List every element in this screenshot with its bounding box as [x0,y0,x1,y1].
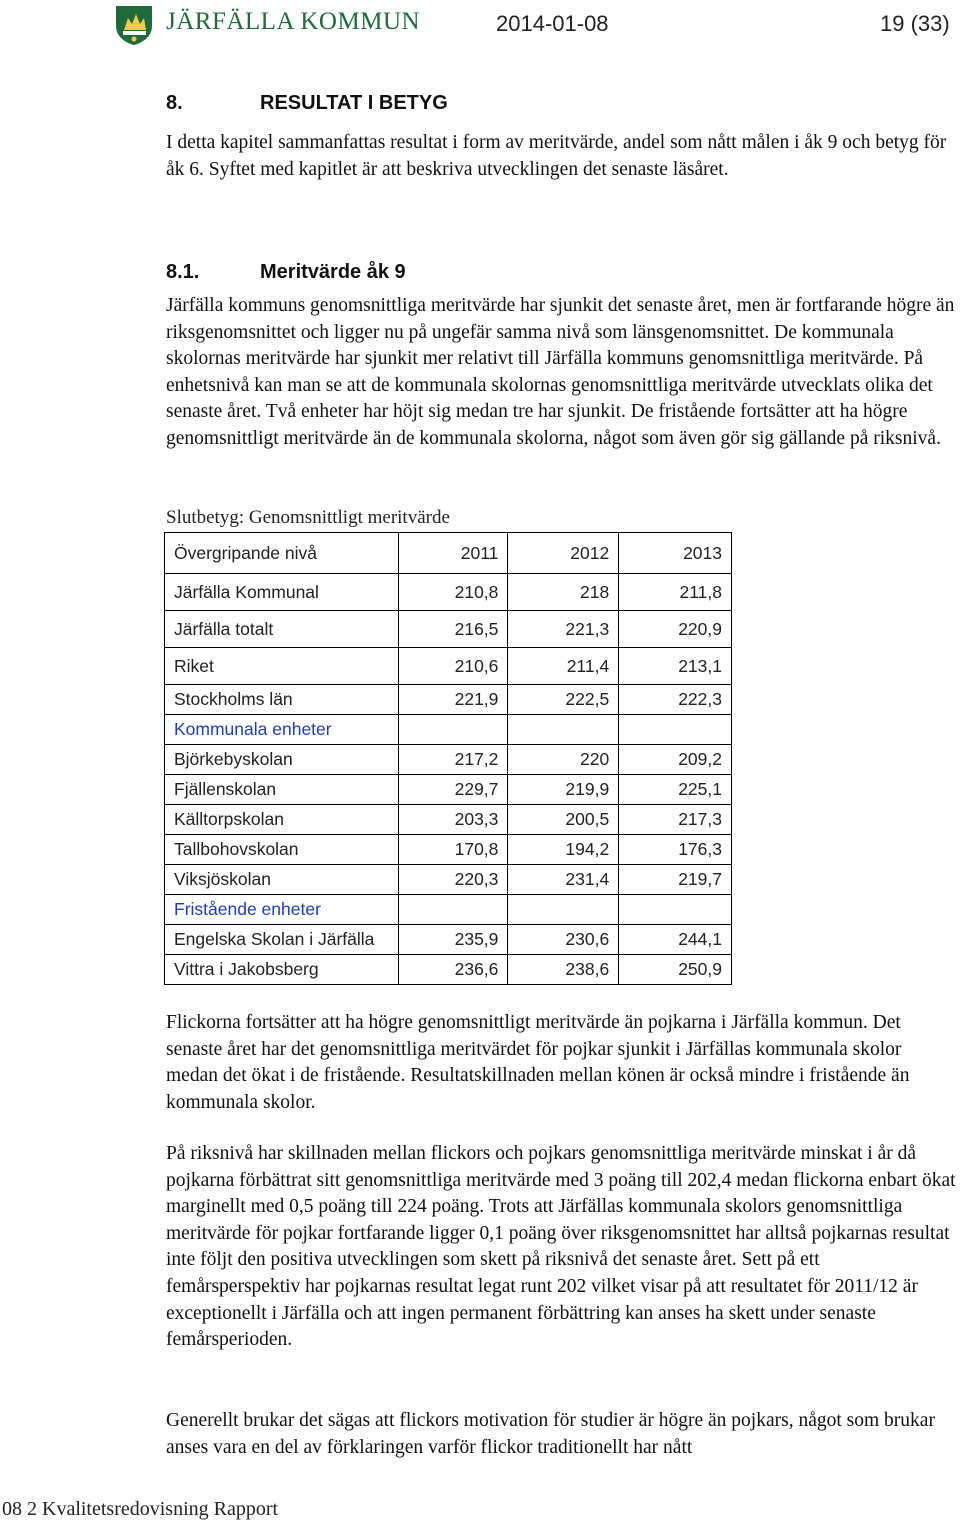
value-2012: 194,2 [508,835,619,865]
header-2013: 2013 [619,533,732,574]
value-2013: 244,1 [619,925,732,955]
table-header-row [165,533,732,574]
row-name: Stockholms län [165,685,399,715]
merit-value-table [164,532,732,985]
value-2012: 230,6 [508,925,619,955]
value-2013: 209,2 [619,745,732,775]
table-row [165,805,732,835]
section-number: 8. [166,92,183,114]
row-name: Viksjöskolan [165,865,399,895]
value-2013: 219,7 [619,865,732,895]
value-2012: 222,5 [508,685,619,715]
row-name: Engelska Skolan i Järfälla [165,925,399,955]
value-2011: 229,7 [398,775,508,805]
value-2012: 221,3 [508,611,619,648]
paragraph-gender-national: På riksnivå har skillnaden mellan flickors och pojkars genomsnittliga meritvärde minskat i år då pojkarna förbättrat sitt genomsnittliga meritvärde med 3 poäng till 202,4 medan flickorna enbart ökat marginellt med 0,5 poäng till 224 poäng. Trots att Järfällas kommunala skolors genomsnittliga meritvärde för pojkar fortfarande ligger 0,1 poäng över riksgenomsnittet har alltså pojkarnas resultat inte följt den positiva utvecklingen som skett på riksnivå det senaste året. Sett på ett femårsperspektiv har pojkarnas resultat legat runt 202 vilket visar på att resultatet för 2011/12 är exceptionellt i Järfälla och att ingen permanent förbättring kan anses ha skett under senaste femårsperioden. [166,1143,956,1351]
paragraph-gender-local: Flickorna fortsätter att ha högre genomsnittligt meritvärde än pojkarna i Järfälla kommun. Det senaste året har det genomsnittliga meritvärdet för pojkar sjunkit i Järfällas kommunala skolor medan det ökat i de fristående. Resultatskillnaden mellan könen är också mindre i fristående än kommunala skolor. [166,1012,910,1113]
section-intro: I detta kapitel sammanfattas resultat i form av meritvärde, andel som nått målen i åk 9 och betyg för åk 6. Syftet med kapitlet är att beskriva utvecklingen det senaste läsåret. [166,132,947,180]
table-row [165,611,732,648]
value-2011: 221,9 [398,685,508,715]
value-2011: 203,3 [398,805,508,835]
header-2011: 2011 [398,533,508,574]
value-2012: 231,4 [508,865,619,895]
value-2013: 225,1 [619,775,732,805]
row-name: Björkebyskolan [165,745,399,775]
value-2011: 236,6 [398,955,508,985]
value-2011: 210,6 [398,648,508,685]
section-label: Kommunala enheter [165,715,399,745]
value-2012: 238,6 [508,955,619,985]
value-2013: 213,1 [619,648,732,685]
value-2012: 220 [508,745,619,775]
value-2012: 200,5 [508,805,619,835]
table-row [165,835,732,865]
table-row [165,685,732,715]
section-label: Fristående enheter [165,895,399,925]
value-2012: 218 [508,574,619,611]
row-name: Tallbohovskolan [165,835,399,865]
page-header [0,0,960,60]
section-title: RESULTAT I BETYG [260,92,448,114]
paragraph-motivation: Generellt brukar det sägas att flickors motivation för studier är högre än pojkars, något som brukar anses vara en del av förklaringen varför flickor traditionellt har nått [166,1410,935,1458]
section-heading [166,92,448,115]
value-2011: 217,2 [398,745,508,775]
page-number: 19 (33) [880,11,950,36]
value-2011: 220,3 [398,865,508,895]
value-2011: 216,5 [398,611,508,648]
row-name: Järfälla Kommunal [165,574,399,611]
table-row [165,574,732,611]
table-caption: Slutbetyg: Genomsnittligt meritvärde [166,507,450,528]
row-name: Källtorpskolan [165,805,399,835]
jarfalla-coat-of-arms-icon [114,4,154,46]
table-section-row [165,895,732,925]
value-2013: 211,8 [619,574,732,611]
value-2013: 220,9 [619,611,732,648]
value-2011: 235,9 [398,925,508,955]
table-section-row [165,715,732,745]
table-row [165,775,732,805]
value-2013: 250,9 [619,955,732,985]
table-row [165,745,732,775]
subsection-body: Järfälla kommuns genomsnittliga meritvärde har sjunkit det senaste året, men är fortfarande högre än riksgenomsnittet och ligger nu på ungefär samma nivå som länsgenomsnittet. De kommunala skolornas meritvärde har sjunkit mer relativt till Järfälla kommuns genomsnittliga meritvärde. På enhetsnivå kan man se att de kommunala skolornas genomsnittliga meritvärde utvecklats olika det senaste året. Två enheter har höjt sig medan tre har sjunkit. De fristående fortsätter att ha högre genomsnittligt meritvärde än de kommunala skolorna, något som även gör sig gällande på riksnivå. [166,295,955,449]
row-name: Fjällenskolan [165,775,399,805]
value-2011 [398,715,508,745]
value-2013: 222,3 [619,685,732,715]
row-name: Järfälla totalt [165,611,399,648]
value-2011: 170,8 [398,835,508,865]
value-2011 [398,895,508,925]
value-2011: 210,8 [398,574,508,611]
value-2012 [508,715,619,745]
subsection-number: 8.1. [166,261,200,283]
value-2013 [619,895,732,925]
value-2013: 217,3 [619,805,732,835]
value-2013 [619,715,732,745]
header-level: Övergripande nivå [165,533,399,574]
value-2013: 176,3 [619,835,732,865]
table-row [165,648,732,685]
row-name: Riket [165,648,399,685]
subsection-title: Meritvärde åk 9 [260,261,406,283]
header-2012: 2012 [508,533,619,574]
value-2012: 219,9 [508,775,619,805]
table-row [165,865,732,895]
table-row [165,955,732,985]
value-2012: 211,4 [508,648,619,685]
page-footer: 08 2 Kvalitetsredovisning Rapport [2,1498,279,1520]
brand-name: JÄRFÄLLA KOMMUN [166,8,421,35]
document-date: 2014-01-08 [496,11,609,36]
row-name: Vittra i Jakobsberg [165,955,399,985]
value-2012 [508,895,619,925]
table-row [165,925,732,955]
subsection-heading [166,261,406,284]
